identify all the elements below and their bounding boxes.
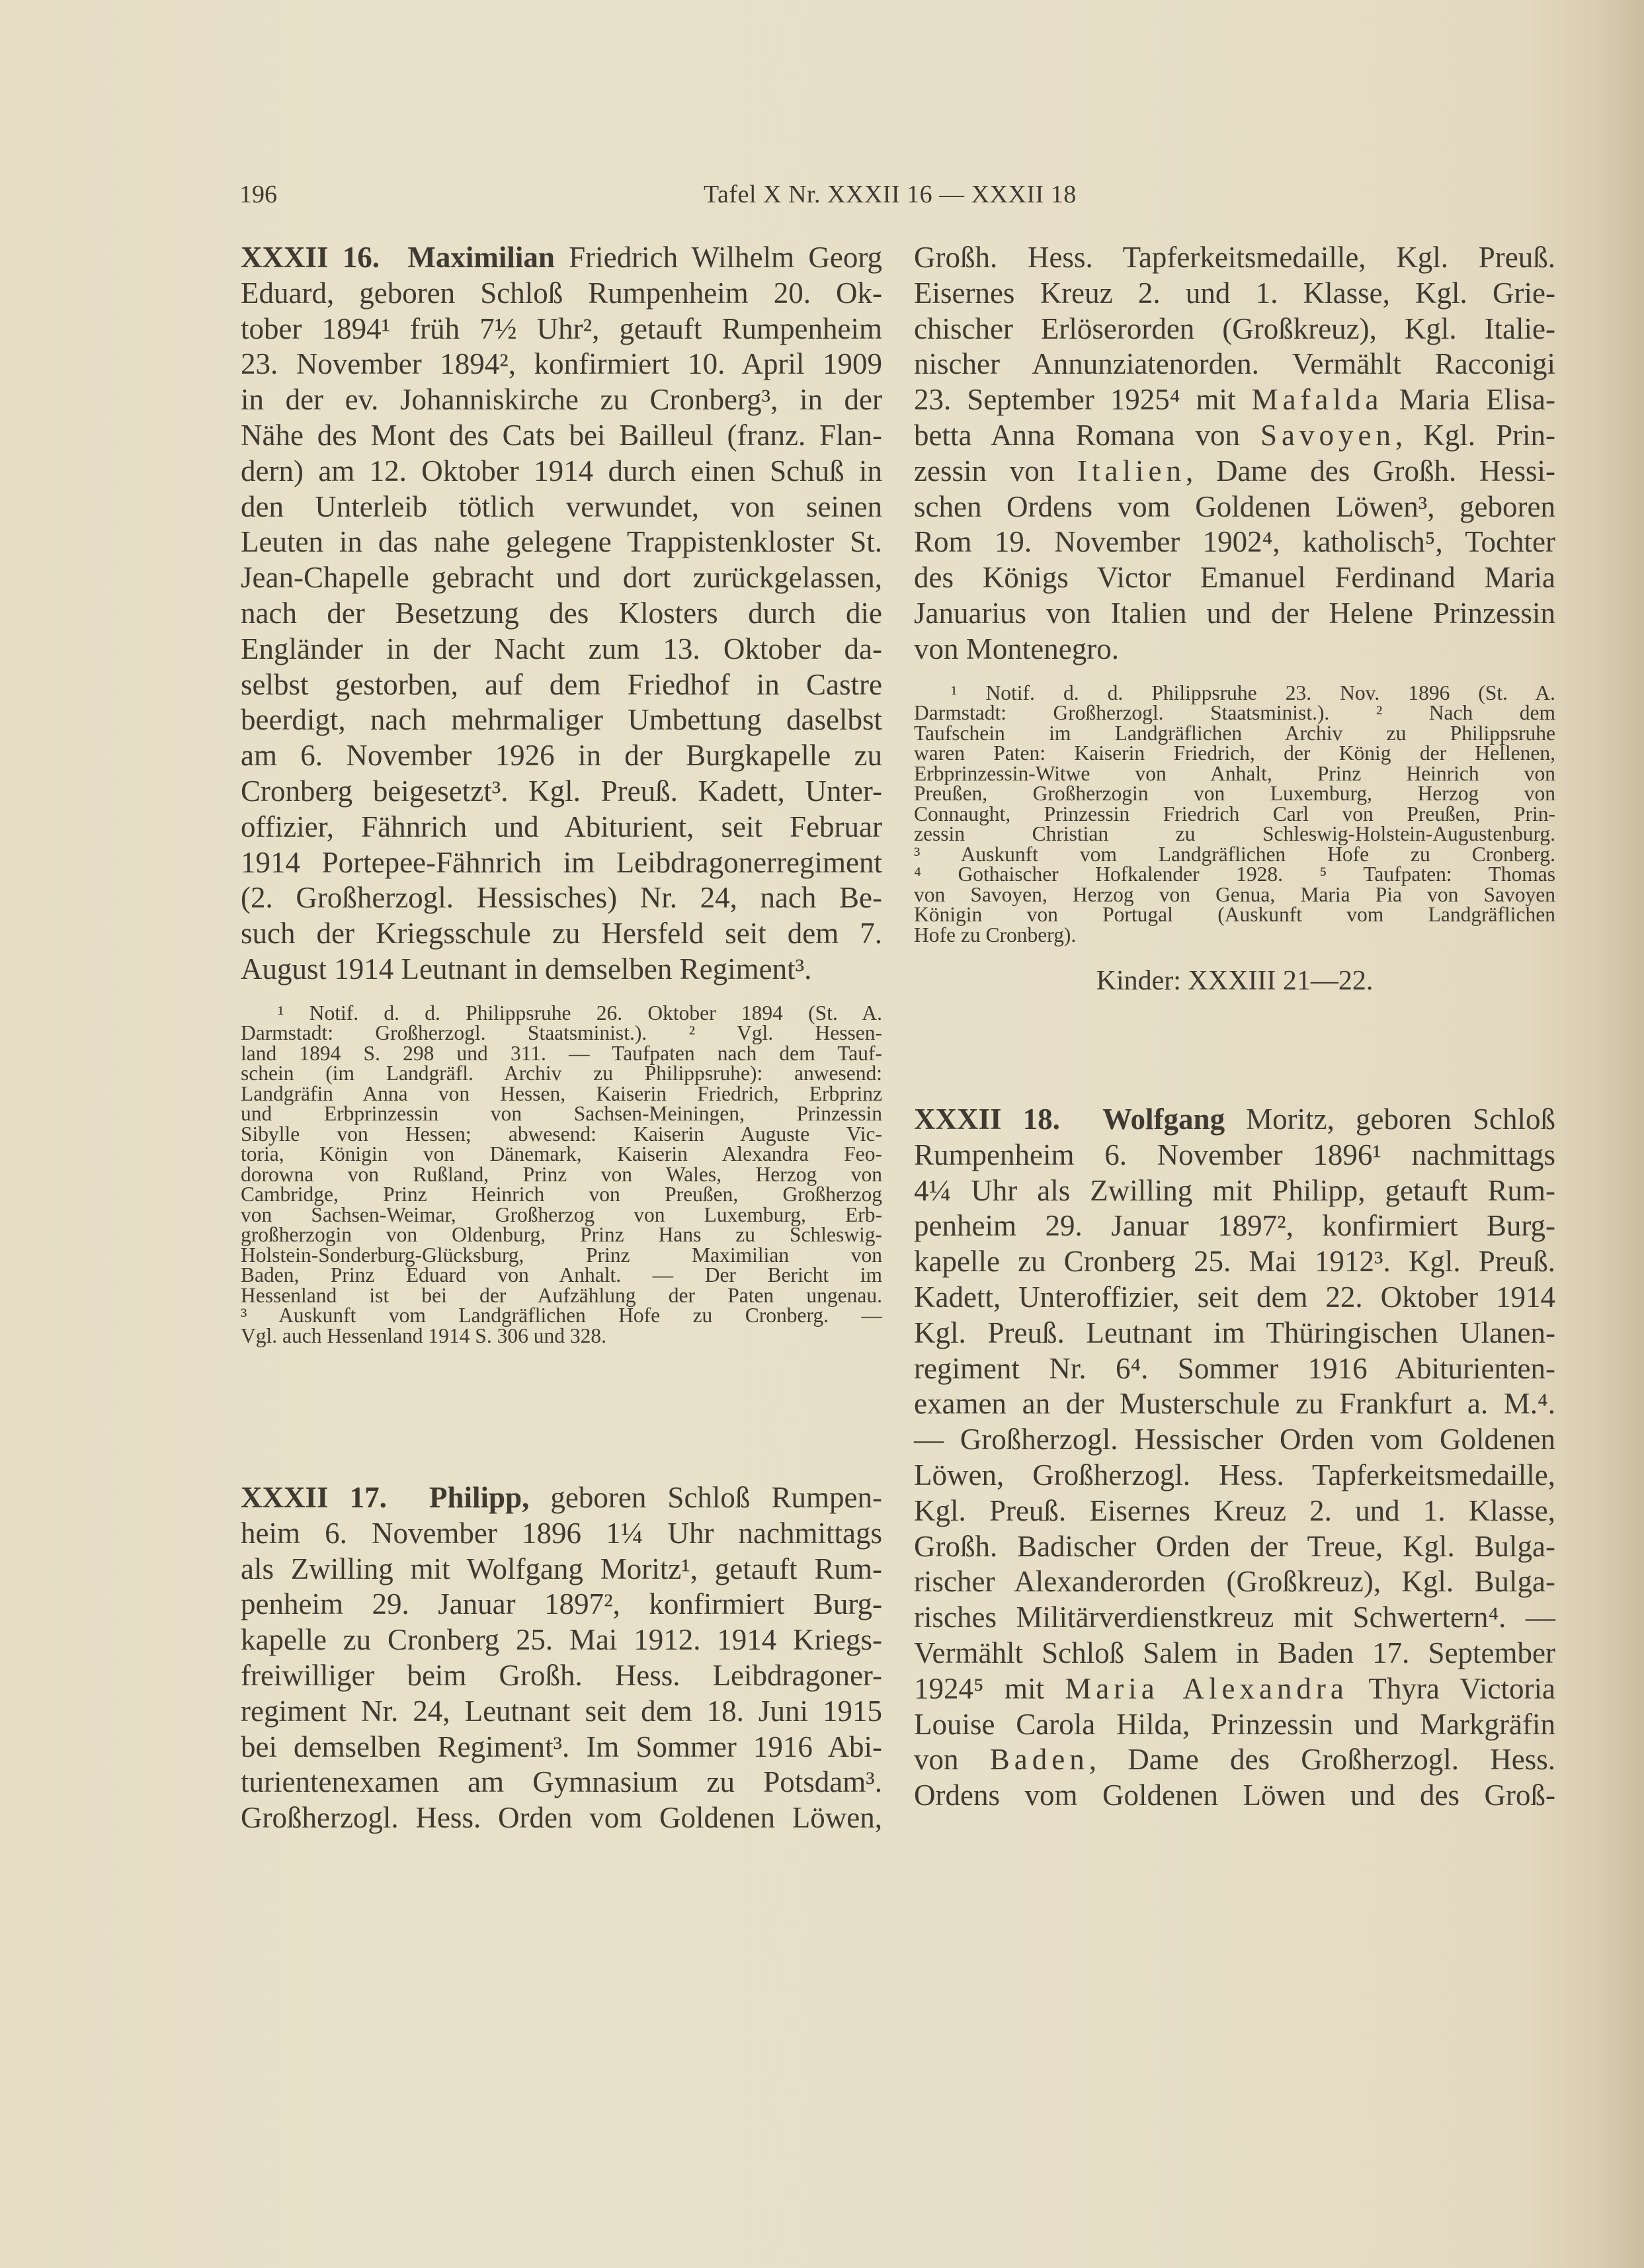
text-line: Löwen, Großherzogl. Hess. Tapferkeitsmedaille, [914, 1458, 1555, 1491]
text-line [914, 1671, 1555, 1707]
text-line: bei demselben Regiment³. Im Sommer 1916 Abi- [241, 1730, 882, 1763]
entry-id: XXXII 17. [241, 1481, 387, 1514]
entry-xxxii-16 [241, 240, 882, 987]
text-segment: 1924⁵ mit [914, 1671, 1065, 1705]
text-line: Jean-Chapelle gebracht und dort zurückgelassen, [241, 561, 882, 595]
text-line: 1914 Portepee-Fähnrich im Leibdragonerregiment [241, 845, 882, 879]
text-line: schen Ordens vom Goldenen Löwen³, geboren [914, 489, 1555, 523]
text-line: dern) am 12. Oktober 1914 durch einen Schuß in [241, 454, 882, 487]
footnote-line: ¹ Notif. d. d. Philippsruhe 23. Nov. 1896 (St. A. [951, 681, 1555, 704]
entry-id: XXXII 18. [914, 1103, 1060, 1136]
text-line: nischer Annunziatenorden. Vermählt Racconigi [914, 347, 1555, 381]
text-line: am 6. November 1926 in der Burgkapelle zu [241, 739, 882, 773]
text-segment: zessin von [914, 454, 1078, 487]
text-line: Kadett, Unteroffizier, seit dem 22. Oktober 1914 [914, 1280, 1555, 1314]
text-line: regiment Nr. 24, Leutnant seit dem 18. Juni 1915 [241, 1694, 882, 1728]
text-line: Moritz, geboren Schloß [1225, 1103, 1555, 1136]
text-line [914, 1742, 1555, 1778]
text-line: beerdigt, nach mehrmaliger Umbettung daselbst [241, 703, 882, 737]
text-line: penheim 29. Januar 1897², konfirmiert Burg- [914, 1209, 1555, 1243]
footnote-line: Hessenland ist bei der Aufzählung der Paten ungenau. [241, 1283, 882, 1307]
text-line: Eduard, geboren Schloß Rumpenheim 20. Ok- [241, 276, 882, 310]
text-line: risches Militärverdienstkreuz mit Schwertern⁴. — [914, 1601, 1555, 1634]
right-column [914, 240, 1556, 1812]
text-line: Leuten in das nahe gelegene Trappistenkloster St. [241, 525, 882, 559]
text-line: Rumpenheim 6. November 1896¹ nachmittags [914, 1138, 1555, 1171]
text-line: Friedrich Wilhelm Georg [554, 241, 882, 274]
footnote-line: Baden, Prinz Eduard von Anhalt. — Der Bericht im [241, 1263, 882, 1287]
text-segment: , Kgl. Prin- [1395, 418, 1556, 452]
text-line: von Montenegro. [914, 632, 1119, 665]
text-line: Cronberg beigesetzt³. Kgl. Preuß. Kadett, Unter- [241, 774, 882, 808]
footnote-line: land 1894 S. 298 und 311. — Taufpaten nach dem Tauf- [241, 1041, 882, 1065]
text-line: heim 6. November 1896 1¼ Uhr nachmittags [241, 1516, 882, 1550]
text-line: August 1914 Leutnant in demselben Regiment³. [241, 952, 812, 986]
entry-xxxii-18 [914, 1102, 1555, 1814]
footnote-line: Preußen, Großherzogin von Luxemburg, Herzog von [914, 782, 1555, 806]
footnote-line: Darmstadt: Großherzogl. Staatsminist.). ² Nach dem [914, 701, 1555, 725]
text-line: regiment Nr. 6⁴. Sommer 1916 Abiturienten- [914, 1351, 1555, 1385]
text-line: rischer Alexanderorden (Großkreuz), Kgl. Bulga- [914, 1565, 1555, 1599]
text-line: Nähe des Mont des Cats bei Bailleul (franz. Flan- [241, 418, 882, 452]
text-line: Großherzogl. Hess. Orden vom Goldenen Löwen, [241, 1801, 882, 1835]
spouse-country: Italien [1077, 454, 1186, 487]
text-line: tober 1894¹ früh 7½ Uhr², getauft Rumpenheim [241, 312, 882, 345]
text-line: selbst gestorben, auf dem Friedhof in Castre [241, 667, 882, 701]
footnote-line: Königin von Portugal (Auskunft vom Landgräflichen [914, 903, 1555, 927]
footnote-line: Connaught, Prinzessin Friedrich Carl von Preußen, Prin- [914, 802, 1555, 825]
text-line: geboren Schloß Rumpen- [529, 1481, 882, 1514]
entry-id: XXXII 16. [241, 241, 380, 274]
text-line [914, 418, 1555, 454]
running-title: Tafel X Nr. XXXII 16 — XXXII 18 [704, 181, 1077, 208]
entry-xxxii-17 [241, 1480, 882, 1836]
entry-xxxii-17-continued [914, 240, 1555, 667]
text-line: offizier, Fähnrich und Abiturient, seit Februar [241, 810, 882, 843]
footnote-line: dorowna von Rußland, Prinz von Wales, Herzog von [241, 1162, 882, 1186]
footnote-line: und Erbprinzessin von Sachsen-Meiningen, Prinzessin [241, 1102, 882, 1126]
page-number: 196 [239, 181, 277, 208]
text-line: Louise Carola Hilda, Prinzessin und Markgräfin [914, 1707, 1555, 1741]
text-segment: Maria Elisa- [1383, 383, 1555, 417]
entry-name: Maximilian [407, 241, 555, 274]
text-line: examen an der Musterschule zu Frankfurt a. M.⁴. [914, 1387, 1555, 1421]
text-line: Eisernes Kreuz 2. und 1. Klasse, Kgl. Grie- [914, 276, 1555, 310]
footnotes-xxxii-17 [914, 683, 1555, 946]
text-line: 23. November 1894², konfirmiert 10. April 1909 [241, 347, 882, 381]
footnote-line: Holstein-Sonderburg-Glücksburg, Prinz Maximilian von [241, 1243, 882, 1267]
text-line: chischer Erlöserorden (Großkreuz), Kgl. Italie- [914, 312, 1555, 345]
text-line: Kgl. Preuß. Eisernes Kreuz 2. und 1. Klasse, [914, 1493, 1555, 1527]
footnote-line: großherzogin von Oldenburg, Prinz Hans zu Schleswig- [241, 1223, 882, 1247]
spouse-house: Savoyen [1260, 418, 1395, 452]
text-line: Ordens vom Goldenen Löwen und des Groß- [914, 1779, 1555, 1812]
footnote-line: Erbprinzessin-Witwe von Anhalt, Prinz Heinrich von [914, 761, 1555, 785]
text-line: turientenexamen am Gymnasium zu Potsdam³. [241, 1765, 882, 1799]
text-line: Rom 19. November 1902⁴, katholisch⁵, Tochter [914, 525, 1555, 559]
text-line: als Zwilling mit Wolfgang Moritz¹, getauft Rum- [241, 1552, 882, 1585]
text-line: Vermählt Schloß Salem in Baden 17. September [914, 1636, 1555, 1669]
footnote-line: zessin Christian zu Schleswig-Holstein-Augustenburg. [914, 822, 1555, 846]
text-line: Großh. Hess. Tapferkeitsmedaille, Kgl. Preuß. [914, 241, 1555, 274]
footnote-line: von Sachsen-Weimar, Großherzog von Luxemburg, Erb- [241, 1202, 882, 1226]
footnote-line: von Savoyen, Herzog von Genua, Maria Pia von Savoyen [914, 882, 1555, 906]
children-reference: Kinder: XXXIII 21—22. [1096, 966, 1374, 997]
footnote-line: ³ Auskunft vom Landgräflichen Hofe zu Cronberg. [914, 842, 1555, 866]
footnotes-xxxii-16 [241, 1003, 882, 1347]
entry-name: Wolfgang [1102, 1103, 1225, 1136]
text-segment: , Dame des Großherzogl. Hess. [1089, 1743, 1556, 1777]
footnote-line: ¹ Notif. d. d. Philippsruhe 26. Oktober 1894 (St. A. [278, 1001, 882, 1025]
text-line: den Unterleib tötlich verwundet, von seinen [241, 489, 882, 523]
text-segment: von [914, 1743, 990, 1777]
footnote-line: ⁴ Gothaischer Hofkalender 1928. ⁵ Taufpaten: Thomas [914, 862, 1555, 886]
footnote-line: waren Paten: Kaiserin Friedrich, der König der Hellenen, [914, 741, 1555, 765]
text-line: — Großherzogl. Hessischer Orden vom Goldenen [914, 1423, 1555, 1456]
footnote-line: Hofe zu Cronberg). [914, 923, 1077, 946]
text-line: Januarius von Italien und der Helene Prinzessin [914, 596, 1555, 630]
text-line: nach der Besetzung des Klosters durch die [241, 596, 882, 630]
text-segment: betta Anna Romana von [914, 418, 1260, 452]
spouse-names: Maria Alexandra [1065, 1671, 1348, 1705]
text-segment: Thyra Victoria [1348, 1671, 1555, 1705]
text-line: penheim 29. Januar 1897², konfirmiert Burg- [241, 1587, 882, 1621]
text-line: des Königs Victor Emanuel Ferdinand Maria [914, 561, 1555, 595]
text-line: 4¼ Uhr als Zwilling mit Philipp, getauft Rum- [914, 1173, 1555, 1207]
text-line: kapelle zu Cronberg 25. Mai 1912. 1914 Kriegs- [241, 1623, 882, 1657]
footnote-line: Darmstadt: Großherzogl. Staatsminist.). ² Vgl. Hessen- [241, 1021, 882, 1045]
text-line [914, 454, 1555, 489]
footnote-line: ³ Auskunft vom Landgräflichen Hofe zu Cronberg. — [241, 1304, 882, 1327]
footnote-line: Landgräfin Anna von Hessen, Kaiserin Friedrich, Erbprinz [241, 1081, 882, 1105]
footnote-line: Sibylle von Hessen; abwesend: Kaiserin Auguste Vic- [241, 1122, 882, 1146]
footnote-line: Vgl. auch Hessenland 1914 S. 306 und 328. [241, 1323, 606, 1347]
left-column [241, 240, 882, 1835]
entry-name: Philipp, [429, 1481, 530, 1514]
footnote-line: toria, Königin von Dänemark, Kaiserin Alexandra Feo- [241, 1142, 882, 1166]
text-line: such der Kriegsschule zu Hersfeld seit dem 7. [241, 917, 882, 950]
footnote-line: Taufschein im Landgräflichen Archiv zu Philippsruhe [914, 721, 1555, 745]
text-segment: 23. September 1925⁴ mit [914, 383, 1252, 417]
spouse-house: Baden [989, 1743, 1089, 1777]
text-segment: , Dame des Großh. Hessi- [1185, 454, 1555, 487]
text-line [914, 382, 1555, 418]
text-line: Engländer in der Nacht zum 13. Oktober da- [241, 632, 882, 665]
footnote-line: Cambridge, Prinz Heinrich von Preußen, Großherzog [241, 1183, 882, 1206]
text-line: Kgl. Preuß. Leutnant im Thüringischen Ulanen- [914, 1316, 1555, 1349]
text-line: freiwilliger beim Großh. Hess. Leibdragoner- [241, 1658, 882, 1692]
text-line: kapelle zu Cronberg 25. Mai 1912³. Kgl. Preuß. [914, 1245, 1555, 1279]
spouse-first-name: Mafalda [1251, 383, 1383, 417]
running-head [239, 180, 1549, 220]
text-line: in der ev. Johanniskirche zu Cronberg³, in der [241, 383, 882, 417]
footnote-line: schein (im Landgräfl. Archiv zu Philippsruhe): anwesend: [241, 1062, 882, 1085]
text-line: Großh. Badischer Orden der Treue, Kgl. Bulga- [914, 1529, 1555, 1563]
text-line: (2. Großherzogl. Hessisches) Nr. 24, nach Be- [241, 881, 882, 915]
